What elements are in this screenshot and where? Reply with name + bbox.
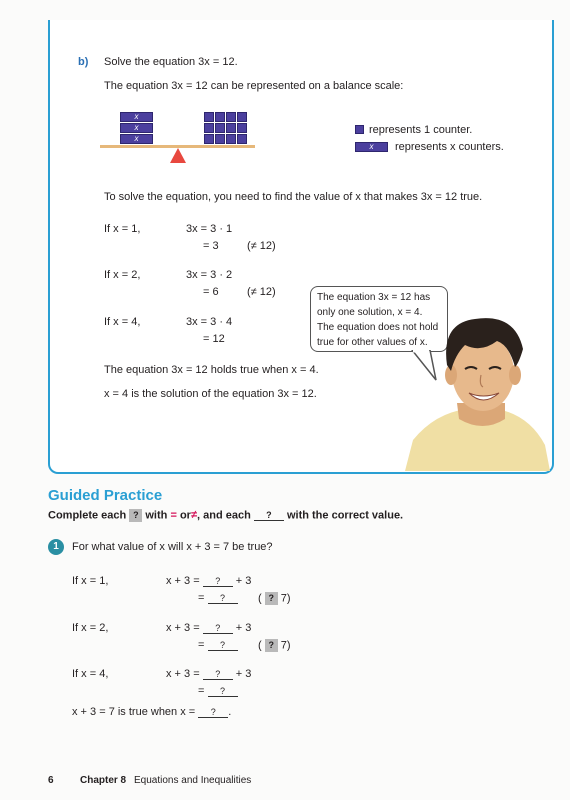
trial-result: = 12 (203, 333, 225, 345)
trial-line: 3x = 3 · 2 (186, 269, 233, 281)
trial-result[interactable]: = ? (198, 592, 238, 604)
fulcrum (170, 148, 186, 163)
trial-result: = 6 (203, 286, 219, 298)
answer-blank: ? (254, 511, 284, 521)
trial-line: 3x = 3 · 4 (186, 316, 233, 328)
part-label: b) (78, 56, 89, 68)
trial-note: (≠ 12) (247, 240, 276, 252)
counter-block (215, 123, 225, 133)
trial-result[interactable]: = ? (198, 685, 238, 697)
part-prompt: Solve the equation 3x = 12. (104, 56, 238, 68)
instr-text: Complete each (48, 509, 127, 522)
comparison[interactable]: ( ? 7) (258, 639, 291, 652)
trial-note: (≠ 12) (247, 286, 276, 298)
trial-condition: If x = 1, (72, 575, 109, 587)
legend-counter-text: represents 1 counter. (369, 124, 473, 136)
counter-block (215, 112, 225, 122)
trial-expression[interactable]: x + 3 = ? + 3 (166, 622, 252, 634)
counter-block (226, 134, 236, 144)
answer-box: ? (129, 509, 142, 522)
counter-block (226, 112, 236, 122)
counter-block (204, 123, 214, 133)
guided-practice-title: Guided Practice (48, 487, 163, 504)
question-text: For what value of x will x + 3 = 7 be true? (72, 541, 273, 553)
trial-condition: If x = 4, (72, 668, 109, 680)
instr-text: , and each (197, 509, 251, 522)
item-number: 1 (48, 539, 64, 555)
instructions (48, 509, 403, 522)
counter-block (204, 134, 214, 144)
balance-intro: The equation 3x = 12 can be represented on a balance scale: (104, 80, 404, 92)
balance-scale (100, 110, 260, 166)
chapter-title: Equations and Inequalities (134, 775, 252, 786)
period: . (228, 706, 232, 718)
solution-text: x = 4 is the solution of the equation 3x = 12. (104, 388, 317, 400)
trial-expression[interactable]: x + 3 = ? + 3 (166, 668, 252, 680)
student-illustration (405, 305, 550, 471)
comparison[interactable]: ( ? 7) (258, 592, 291, 605)
counter-block (215, 134, 225, 144)
not-equal-sign: ≠ (191, 509, 198, 522)
counter-block (204, 112, 214, 122)
speech-bubble: The equation 3x = 12 has only one solution, x = 4. The equation does not hold true for other values of x. (310, 286, 448, 352)
instr-text: with the correct value. (286, 509, 404, 522)
answer-blank[interactable]: ? (198, 708, 228, 718)
conclusion-line (72, 706, 231, 718)
legend-x-text: represents x counters. (395, 141, 504, 153)
x-bar: x (120, 134, 153, 144)
counter-legend-icon (355, 125, 364, 134)
instr-text: with (145, 509, 168, 522)
x-bar: x (120, 112, 153, 122)
trial-result[interactable]: = ? (198, 639, 238, 651)
counter-block (237, 112, 247, 122)
counter-block (226, 123, 236, 133)
counter-block (237, 134, 247, 144)
chapter-label: Chapter 8 (80, 775, 127, 786)
trial-result: = 3 (203, 240, 219, 252)
page-number: 6 (48, 775, 54, 786)
x-bar: x (120, 123, 153, 133)
instr-text: or (179, 509, 191, 522)
counter-block (237, 123, 247, 133)
trial-line: 3x = 3 · 1 (186, 223, 233, 235)
trial-condition: If x = 4, (104, 316, 141, 328)
conclusion-text: x + 3 = 7 is true when x = (72, 706, 196, 718)
trial-condition: If x = 2, (72, 622, 109, 634)
trial-condition: If x = 2, (104, 269, 141, 281)
trial-condition: If x = 1, (104, 223, 141, 235)
holds-text: The equation 3x = 12 holds true when x = 4. (104, 364, 319, 376)
x-legend-icon: x (355, 142, 388, 152)
equals-sign: = (170, 509, 177, 522)
trial-expression[interactable]: x + 3 = ? + 3 (166, 575, 252, 587)
solve-intro: To solve the equation, you need to find the value of x that makes 3x = 12 true. (104, 191, 483, 203)
